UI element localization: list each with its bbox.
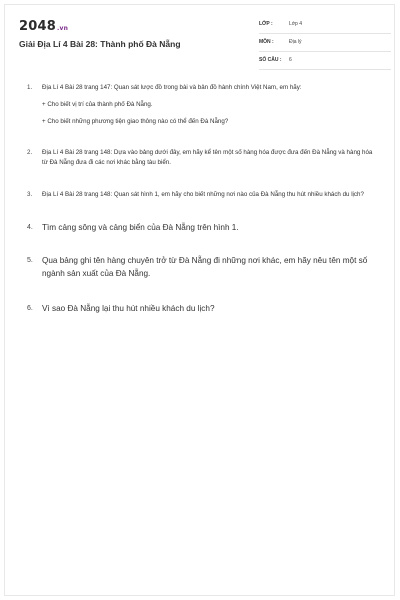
meta-value-grade: Lớp 4 bbox=[289, 21, 303, 27]
meta-value-subject: Địa lý bbox=[289, 39, 302, 45]
question-list bbox=[27, 83, 377, 315]
question-item bbox=[27, 148, 377, 168]
meta-info bbox=[259, 19, 391, 73]
question-text: Vì sao Đà Nẵng lại thu hút nhiều khách du lịch? bbox=[42, 304, 215, 313]
meta-row-question-count bbox=[259, 55, 391, 70]
meta-label-subject: MÔN : bbox=[259, 39, 274, 45]
question-item bbox=[27, 221, 377, 234]
site-logo[interactable] bbox=[19, 19, 68, 34]
meta-label-grade: LỚP : bbox=[259, 21, 273, 27]
question-number: 4. bbox=[27, 224, 33, 231]
logo-suffix-text: .vn bbox=[56, 25, 69, 32]
question-text: Địa Lí 4 Bài 28 trang 148: Quan sát hình 1, em hãy cho biết những nơi nào của Đà Nẵng thu hút nhiều khách du lịch? bbox=[42, 191, 364, 198]
meta-row-subject bbox=[259, 37, 391, 52]
document-title: Giải Địa Lí 4 Bài 28: Thành phố Đà Nẵng bbox=[19, 39, 181, 49]
question-number: 2. bbox=[27, 149, 33, 156]
question-number: 1. bbox=[27, 84, 33, 91]
question-item bbox=[27, 302, 377, 315]
meta-row-grade bbox=[259, 19, 391, 34]
meta-value-question-count: 6 bbox=[289, 57, 292, 63]
question-subitem: + Cho biết vị trí của thành phố Đà Nẵng. bbox=[42, 101, 153, 108]
worksheet-header bbox=[19, 19, 380, 69]
question-text: Qua bảng ghi tên hàng chuyên trở từ Đà Nẵng đi những nơi khác, em hãy nêu tên một số ngành sản xuất của Đà Nẵng. bbox=[42, 256, 368, 278]
question-text: Địa Lí 4 Bài 28 trang 147: Quan sát lược đồ trong bài và bản đồ hành chính Việt Nam, em hãy: bbox=[42, 84, 302, 91]
question-number: 3. bbox=[27, 191, 33, 198]
question-text: Tìm cảng sông và cảng biển của Đà Nẵng trên hình 1. bbox=[42, 223, 239, 232]
question-subitem: + Cho biết những phương tiện giao thông nào có thể đến Đà Nẵng? bbox=[42, 118, 229, 125]
question-item bbox=[27, 83, 377, 127]
meta-label-question-count: SỐ CÂU : bbox=[259, 57, 282, 63]
question-text: Địa Lí 4 Bài 28 trang 148: Dựa vào bảng dưới đây, em hãy kể tên một số hàng hóa được đưa đến Đà Nẵng và hàng hóa từ Đà Nẵng đưa đi các nơi khác bằng tàu biển. bbox=[42, 149, 373, 166]
question-item bbox=[27, 254, 377, 280]
question-number: 5. bbox=[27, 257, 33, 264]
worksheet-page bbox=[4, 4, 395, 596]
logo-main-text: 2048 bbox=[19, 19, 56, 34]
question-number: 6. bbox=[27, 305, 33, 312]
question-item bbox=[27, 190, 377, 200]
